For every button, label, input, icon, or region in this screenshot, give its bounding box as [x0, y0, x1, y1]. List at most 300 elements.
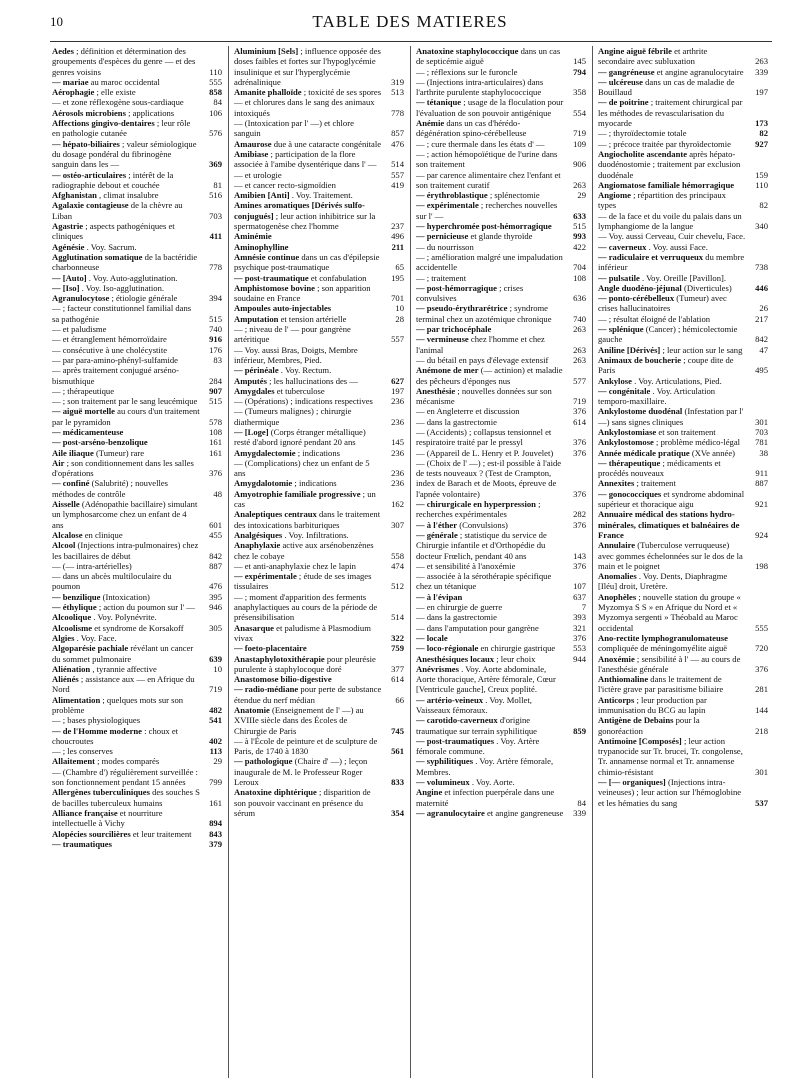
entry-text	[598, 180, 746, 190]
entry-text	[52, 746, 200, 756]
entry-text	[598, 149, 746, 180]
entry-term: — de l'Homme moderne	[52, 725, 142, 736]
index-entry	[52, 170, 222, 191]
entry-page-number: 48	[213, 488, 222, 499]
entry-term: Amanite phalloïde	[234, 87, 302, 98]
entry-text	[52, 324, 200, 334]
index-entry	[52, 118, 222, 139]
entry-text	[598, 190, 746, 211]
entry-page-number: 740	[209, 324, 222, 335]
entry-page-number: 887	[209, 560, 222, 571]
entry-term: Antimoine [Composés]	[598, 735, 682, 746]
entry-page-number: 143	[573, 550, 586, 561]
index-entry	[598, 46, 768, 67]
entry-description: — ; niveau de l' — pour gangrène artéritique	[234, 324, 351, 345]
entry-description: — ; son traitement par le sang leucémique	[52, 396, 198, 407]
entry-term: Alopécies sourcilières	[52, 828, 131, 839]
entry-page-number: 376	[573, 437, 586, 448]
entry-page-number: 633	[573, 210, 586, 221]
entry-description: dans le traitement des intoxications barbituriques	[234, 509, 381, 530]
entry-description: — dans la gastrectomie	[416, 612, 497, 623]
entry-description: ; coupe dite de Paris	[598, 354, 734, 376]
index-entry	[52, 293, 222, 303]
entry-page-number: 161	[209, 797, 222, 808]
entry-page-number: 703	[209, 210, 222, 221]
index-entry	[52, 200, 222, 221]
index-entry	[598, 592, 768, 633]
entry-term: Agastrie	[52, 221, 84, 232]
entry-page-number: 38	[759, 447, 768, 458]
entry-term: — gangréneuse	[598, 66, 655, 77]
entry-description: — dans la gastrectomie	[416, 416, 497, 427]
entry-text	[416, 530, 564, 561]
entry-term: — [Iso]	[52, 282, 80, 293]
entry-term: Ano-rectite lymphogranulomateuse	[598, 632, 728, 643]
index-entry	[234, 458, 404, 479]
index-entry	[52, 499, 222, 530]
index-entry	[416, 561, 586, 571]
index-entry	[598, 386, 768, 407]
index-entry	[416, 499, 586, 520]
entry-page-number: 924	[755, 529, 768, 540]
entry-text	[234, 736, 382, 757]
entry-description: — (Accidents) ; collapsus tensionnel et respiratoire traité par le pressyl	[416, 426, 552, 448]
entry-description: — en Angleterre et discussion	[416, 406, 520, 417]
entry-page-number: 778	[209, 262, 222, 273]
entry-page-number: 843	[209, 828, 222, 839]
entry-text	[234, 231, 382, 241]
entry-description: ; syndrome terminal chez un azotémique chronique	[416, 303, 552, 324]
entry-text	[598, 77, 746, 98]
index-entry	[598, 355, 768, 376]
entry-page-number: 110	[209, 66, 222, 77]
index-entry	[598, 376, 768, 386]
index-entry	[598, 345, 768, 355]
index-column-2	[234, 46, 404, 1078]
entry-description: ; disparition de son pouvoir vaccinant en présence du sérum	[234, 787, 371, 818]
entry-text	[52, 478, 200, 499]
entry-text	[52, 664, 200, 674]
entry-term: Alcool	[52, 540, 76, 551]
entry-page-number: 376	[573, 447, 586, 458]
entry-description: ; action du poumon sur l' —	[98, 602, 195, 613]
entry-term: — expérimentale	[234, 571, 297, 582]
entry-term: — loco-régionale	[416, 643, 479, 654]
index-entry	[598, 427, 768, 437]
entry-term: Anémie	[416, 118, 445, 129]
entry-term: — hyperchromée post-hémorragique	[416, 221, 552, 232]
index-entry	[52, 623, 222, 633]
entry-term: Amygdalectomie	[234, 447, 296, 458]
index-entry	[52, 478, 222, 499]
entry-page-number: 858	[209, 87, 222, 98]
entry-text	[416, 221, 564, 231]
entry-description: en chirurgie gastrique	[480, 643, 556, 654]
entry-text	[234, 180, 382, 190]
entry-text	[234, 170, 382, 180]
entry-term: Anthiomaline	[598, 674, 649, 685]
index-entry	[234, 190, 404, 200]
entry-term: — carotido-caverneux	[416, 715, 498, 726]
entry-text	[598, 406, 746, 427]
entry-description: dans un cas d'hérédo-dégénération spino-cérébelleuse	[416, 118, 527, 139]
index-entry	[416, 283, 586, 304]
entry-text	[598, 448, 746, 458]
entry-text	[234, 139, 382, 149]
entry-description: ; leur choix	[496, 653, 536, 664]
entry-term: Anévrismes	[416, 663, 459, 674]
entry-page-number: 576	[209, 128, 222, 139]
entry-text	[234, 314, 382, 324]
entry-page-number: 799	[209, 777, 222, 788]
entry-page-number: 554	[573, 107, 586, 118]
entry-page-number: 376	[573, 406, 586, 417]
entry-text	[416, 448, 564, 458]
entry-description: — par carence alimentaire chez l'enfant et son traitement curatif	[416, 169, 561, 190]
entry-text	[52, 808, 200, 829]
entry-text	[234, 46, 382, 87]
entry-page-number: 108	[209, 426, 222, 437]
entry-text	[234, 406, 382, 427]
entry-term: — radio-médiane	[234, 684, 299, 695]
entry-description: ; applications	[128, 107, 175, 118]
entry-description: ; leur action inhibitrice sur la spermatogenèse chez l'homme	[234, 210, 376, 232]
entry-page-number: 66	[395, 694, 404, 705]
entry-page-number: 778	[391, 107, 404, 118]
index-entry	[52, 633, 222, 643]
index-entry	[234, 448, 404, 458]
entry-page-number: 738	[755, 262, 768, 273]
index-entry	[52, 252, 222, 273]
index-entry	[416, 571, 586, 592]
entry-text	[52, 406, 200, 427]
entry-term: Ankylostomose	[598, 437, 654, 448]
entry-term: Annulaire	[598, 540, 636, 551]
entry-text	[416, 139, 564, 149]
entry-description: des souches S de bacilles tuberculeux humains	[52, 787, 200, 808]
entry-term: — gonococciques	[598, 488, 662, 499]
entry-page-number: 402	[209, 735, 222, 746]
index-entry	[52, 46, 222, 77]
index-entry	[52, 839, 222, 849]
entry-text	[52, 190, 200, 200]
index-entry	[52, 365, 222, 386]
entry-text	[598, 695, 746, 716]
entry-text	[234, 386, 382, 396]
entry-text	[598, 736, 746, 777]
index-entry	[598, 242, 768, 252]
entry-term: Alliance française	[52, 807, 118, 818]
entry-description: . Voy. Aorte abdominale, Aorte thoracique, Artère fémorale, Cœur [Ventricule gauche], Creux poplité.	[416, 663, 556, 695]
index-entry	[52, 767, 222, 788]
entry-description: — consécutive à une cholécystite	[52, 344, 168, 355]
entry-description: — (Injections intra-articulaires) dans l'arthrite purulente staphylococcique	[416, 76, 544, 98]
entry-page-number: 553	[573, 643, 586, 654]
entry-description: (Cancer) ; hémicolectomie gauche	[598, 324, 738, 345]
index-entry	[598, 128, 768, 138]
entry-description: ; leur action trypanocide sur Tr. brucei, Tr. congolense, Tr. annamense normal et Tr. annamense chimio-résistant	[598, 735, 743, 777]
entry-description: — dans un abcès multiloculaire du poumon	[52, 571, 172, 592]
entry-description: ; leur action sur le sang	[662, 344, 743, 355]
entry-term: — syphilitiques	[416, 756, 474, 767]
index-entry	[416, 231, 586, 241]
entry-description: chez l'homme et chez l'animal	[416, 334, 545, 355]
entry-description: et son traitement	[658, 426, 716, 437]
index-entry	[52, 273, 222, 283]
entry-text	[234, 684, 382, 705]
entry-page-number: 197	[391, 385, 404, 396]
entry-page-number: 301	[755, 766, 768, 777]
entry-text	[52, 77, 200, 87]
entry-text	[52, 97, 200, 107]
entry-page-number: 474	[391, 560, 404, 571]
entry-description: — et anti-anaphylaxie chez le lapin	[234, 560, 356, 571]
entry-text	[234, 427, 382, 448]
entry-page-number: 161	[209, 437, 222, 448]
index-entry	[234, 231, 404, 241]
entry-page-number: 83	[213, 354, 222, 365]
index-entry	[416, 303, 586, 324]
entry-page-number: 627	[391, 375, 404, 386]
entry-description: ; médicaments et procédés nouveaux	[598, 457, 721, 479]
entry-term: — vermineuse	[416, 334, 469, 345]
entry-page-number: 145	[573, 56, 586, 67]
entry-text	[234, 561, 382, 571]
entry-text	[598, 252, 746, 273]
entry-text	[416, 77, 564, 98]
entry-text	[598, 633, 746, 654]
entry-description: . Voy. Face.	[76, 632, 117, 643]
entry-text	[416, 365, 564, 386]
entry-description: ; leur rôle en pathologie cutanée	[52, 118, 191, 139]
entry-description: — (Chambre d') régulièrement surveillée : son fonctionnement pendant 15 années	[52, 766, 198, 788]
index-entry	[52, 345, 222, 355]
entry-page-number: 555	[755, 622, 768, 633]
index-entry	[416, 77, 586, 98]
entry-text	[598, 489, 746, 510]
entry-page-number: 476	[391, 138, 404, 149]
entry-page-number: 305	[209, 622, 222, 633]
entry-page-number: 720	[755, 643, 768, 654]
entry-page-number: 514	[391, 612, 404, 623]
entry-page-number: 614	[391, 674, 404, 685]
entry-description: pour la gonoréaction	[598, 715, 700, 736]
entry-description: ; son apparition soudaine en France	[234, 282, 371, 304]
index-entry	[52, 540, 222, 561]
entry-description: dans un cas d'épilepsie psychique post-traumatique	[234, 251, 380, 273]
index-entry	[416, 221, 586, 231]
entry-description: — (Appareil de L. Henry et P. Jouvelet)	[416, 447, 554, 458]
page-number: 10	[50, 14, 63, 29]
entry-description: (Tuberculose verruqueuse) avec gommes échelonnées sur le dos de la main et le poignet	[598, 540, 743, 571]
index-entry	[52, 756, 222, 766]
index-entry	[234, 705, 404, 736]
entry-page-number: 745	[391, 725, 404, 736]
entry-text	[52, 633, 200, 643]
index-entry	[598, 67, 768, 77]
entry-text	[52, 427, 200, 437]
entry-text	[598, 211, 746, 232]
entry-text	[52, 437, 200, 447]
entry-text	[234, 571, 382, 592]
index-entry	[52, 355, 222, 365]
entry-term: Agénésie	[52, 241, 85, 252]
entry-text	[416, 499, 564, 520]
entry-description: ; leur production par immunisation du BCG au lapin	[598, 694, 707, 715]
entry-description: — ; action hémopoïétique de l'urine dans son traitement	[416, 148, 558, 170]
entry-page-number: 496	[391, 231, 404, 242]
entry-text	[416, 273, 564, 283]
entry-term: Amibiase	[234, 148, 269, 159]
entry-text	[234, 324, 382, 345]
entry-text	[416, 561, 564, 571]
entry-page-number: 369	[209, 159, 222, 170]
entry-description: au maroc occidental	[90, 76, 160, 87]
entry-page-number: 319	[391, 76, 404, 87]
entry-page-number: 419	[391, 179, 404, 190]
index-entry	[598, 180, 768, 190]
entry-page-number: 10	[213, 663, 222, 674]
entry-description: — ; thérapeutique	[52, 385, 115, 396]
entry-description: — et chlorures dans le sang des animaux intoxiqués	[234, 97, 375, 118]
entry-page-number: 159	[755, 169, 768, 180]
index-entry	[416, 427, 586, 448]
entry-text	[52, 767, 200, 788]
entry-text	[416, 612, 564, 622]
entry-description: . Voy. Articulation temporo-maxillaire.	[598, 385, 716, 407]
entry-term: — par trichocéphale	[416, 324, 492, 335]
index-entry	[416, 406, 586, 416]
index-entry	[598, 478, 768, 488]
index-entry	[52, 695, 222, 716]
entry-page-number: 512	[391, 581, 404, 592]
entry-description: et angine agranulocytaire	[656, 66, 744, 77]
entry-description: et glande thyroïde	[470, 231, 533, 242]
entry-description: . Voy. Sacrum.	[86, 241, 137, 252]
entry-text	[598, 571, 746, 592]
entry-description: (Convulsions)	[459, 519, 508, 530]
index-entry	[416, 355, 586, 365]
entry-page-number: 842	[755, 334, 768, 345]
entry-term: Anastomose bilio-digestive	[234, 674, 332, 685]
index-entry	[416, 170, 586, 191]
index-entry	[416, 715, 586, 736]
entry-page-number: 162	[391, 499, 404, 510]
index-entry	[416, 592, 586, 602]
entry-text	[598, 128, 746, 138]
index-entry	[598, 314, 768, 324]
entry-page-number: 84	[577, 797, 586, 808]
index-entry	[234, 170, 404, 180]
entry-text	[52, 787, 200, 808]
entry-text	[52, 829, 200, 839]
index-entry	[416, 242, 586, 252]
entry-term: Ankylose	[598, 375, 632, 386]
entry-page-number: 161	[209, 447, 222, 458]
index-entry	[52, 571, 222, 592]
entry-page-number: 794	[573, 66, 586, 77]
index-entry	[234, 787, 404, 818]
entry-description: dans un cas de maladie de Bouillaud	[598, 76, 735, 98]
entry-term: Algies	[52, 632, 75, 643]
entry-term: — mariae	[52, 76, 89, 87]
entry-term: Allaitement	[52, 756, 95, 767]
entry-term: Anatomie	[234, 705, 270, 715]
index-entry	[416, 252, 586, 273]
entry-description: — ; précoce traitée par thyroïdectomie	[598, 138, 731, 149]
index-entry	[52, 324, 222, 334]
entry-description: (Corps étranger métallique) resté d'abord ignoré pendant 20 ans	[234, 426, 366, 448]
entry-text	[416, 67, 564, 77]
entry-description: ; aspects pathogéniques et cliniques	[52, 221, 175, 242]
entry-text	[52, 334, 200, 344]
index-entry	[234, 118, 404, 139]
index-entry	[234, 684, 404, 705]
entry-term: Analeptiques centraux	[234, 509, 317, 520]
entry-page-number: 555	[209, 76, 222, 87]
entry-page-number: 740	[573, 313, 586, 324]
entry-term: Aile iliaque	[52, 447, 94, 458]
index-entry	[598, 674, 768, 695]
index-entry	[416, 787, 586, 808]
entry-term: — post-hémorragique	[416, 282, 497, 293]
index-entry	[234, 396, 404, 406]
entry-page-number: 704	[573, 262, 586, 273]
entry-page-number: 26	[759, 303, 768, 314]
entry-text	[52, 726, 200, 747]
index-entry	[416, 530, 586, 561]
entry-text	[52, 200, 200, 221]
entry-description: ; modes comparés	[97, 756, 160, 767]
entry-page-number: 263	[573, 324, 586, 335]
entry-page-number: 376	[573, 632, 586, 643]
entry-description: (Injections intra-pulmonaires) chez les bacillaires de début	[52, 540, 199, 561]
entry-text	[52, 592, 200, 602]
entry-description: . Voy. Dents, Diaphragme [Iléu] droit, Uretère.	[598, 571, 728, 592]
entry-page-number: 394	[209, 293, 222, 304]
entry-page-number: 282	[573, 509, 586, 520]
index-entry	[416, 365, 586, 386]
entry-term: — post-traumatique	[234, 272, 309, 283]
entry-page-number: 842	[209, 550, 222, 561]
entry-term: Analgésiques	[234, 529, 283, 540]
entry-description: . Voy. aussi Face.	[648, 241, 708, 252]
entry-description: ; étude de ses images tissulaires	[234, 571, 372, 592]
entry-text	[52, 273, 200, 283]
entry-description: après hépato-duodénostomie ; traitement par exclusion duodénale	[598, 148, 741, 180]
index-entry	[416, 520, 586, 530]
entry-page-number: 236	[391, 478, 404, 489]
entry-page-number: 577	[573, 375, 586, 386]
entry-description: — en chirurgie de guerre	[416, 602, 503, 613]
entry-page-number: 894	[209, 818, 222, 829]
entry-term: Agglutination somatique	[52, 251, 143, 262]
entry-text	[52, 170, 200, 191]
entry-description: (Tumeur) avec crises hallucinatoires	[598, 293, 727, 314]
entry-text	[598, 654, 746, 675]
entry-text	[598, 139, 746, 149]
index-entry	[598, 654, 768, 675]
entry-page-number: 340	[755, 221, 768, 232]
index-entry	[598, 252, 768, 273]
entry-description: — Voy. aussi Cerveau, Cuir chevelu, Face.	[598, 231, 746, 242]
entry-page-number: 541	[209, 715, 222, 726]
entry-text	[598, 715, 746, 736]
entry-text	[598, 427, 746, 437]
entry-page-number: 916	[209, 334, 222, 345]
entry-page-number: 393	[573, 612, 586, 623]
index-entry	[52, 303, 222, 324]
